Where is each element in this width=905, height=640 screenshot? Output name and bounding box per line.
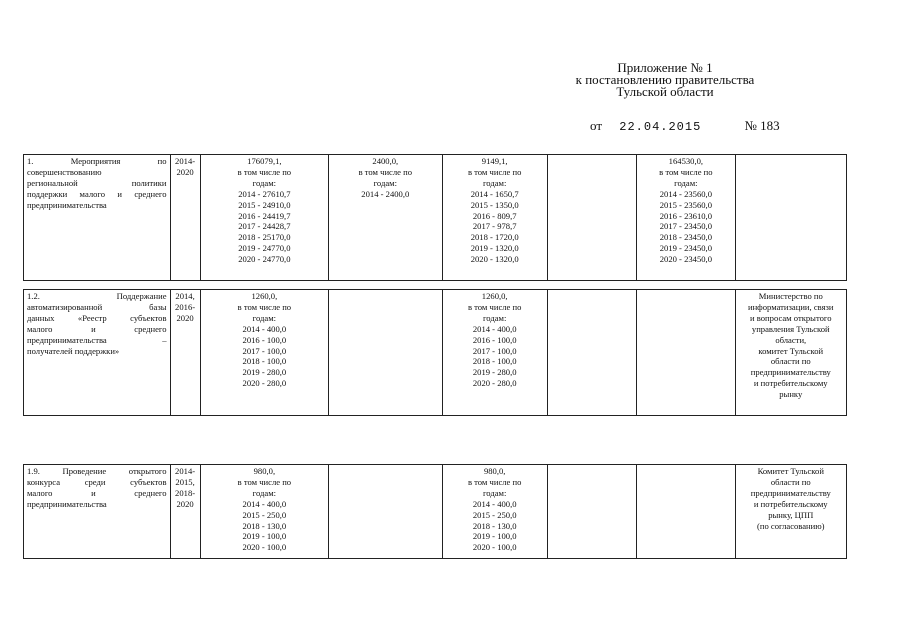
name-line: совершенствованию	[27, 166, 102, 177]
decree-date: 22.04.2015	[619, 120, 702, 134]
regional-line: 2018 - 130,0	[472, 520, 517, 531]
total-line: 2016 - 100,0	[242, 334, 287, 345]
regional-line: 9149,1,	[481, 156, 508, 166]
executor-line: и потребительскому	[753, 378, 828, 389]
extra-budget-cell	[637, 465, 735, 559]
years-line: 2014,	[175, 291, 195, 301]
regional-line: 2018 - 100,0	[472, 356, 517, 367]
total-line: годам:	[252, 487, 277, 498]
years-line: 2014-	[175, 156, 196, 166]
executor-line: информатизации, связи	[747, 301, 834, 312]
federal-cell	[329, 155, 442, 281]
extra-budget-cell	[637, 155, 735, 281]
regional-line: годам:	[483, 177, 507, 188]
regional-line: 2018 - 1720,0	[470, 232, 519, 243]
executor-line: Комитет Тульской	[757, 466, 824, 476]
executor-line: предпринимательству	[750, 487, 831, 498]
federal-line: 2014 - 2400,0	[361, 188, 410, 199]
name-line: 1. Мероприятия по	[27, 156, 167, 166]
executor-line: комитет Тульской	[758, 345, 824, 356]
extra-budget-cell	[637, 290, 735, 416]
extra-line: 2017 - 23450,0	[659, 221, 712, 232]
years-cell	[170, 290, 200, 416]
total-line: 2020 - 100,0	[242, 542, 287, 553]
extra-line: годам:	[674, 177, 698, 188]
total-line: 2019 - 100,0	[242, 531, 287, 542]
appendix-title: Приложение № 1	[617, 60, 713, 75]
regional-line: в том числе по	[467, 301, 522, 312]
executor-line: области по	[770, 356, 811, 367]
executor-line: управления Тульской	[751, 323, 830, 334]
total-line: 980,0,	[253, 466, 276, 476]
measure-table-2	[23, 289, 847, 416]
total-line: в том числе по	[237, 301, 292, 312]
total-line: 2018 - 100,0	[242, 356, 287, 367]
executor-line: рынку	[779, 389, 803, 400]
regional-line: 980,0,	[483, 466, 506, 476]
extra-line: 2015 - 23560,0	[659, 199, 712, 210]
table-row	[24, 155, 847, 281]
total-line: в том числе по	[237, 476, 292, 487]
extra-line: 2014 - 23560,0	[659, 188, 712, 199]
executor-cell	[735, 465, 846, 559]
years-line: 2014-	[175, 466, 196, 476]
regional-line: 2019 - 100,0	[472, 531, 517, 542]
years-line: 2020	[176, 498, 194, 509]
total-line: 176079,1,	[247, 156, 282, 166]
executor-line: и потребительскому	[753, 498, 828, 509]
local-cell	[547, 290, 636, 416]
total-line: 1260,0,	[251, 291, 278, 301]
total-line: 2017 - 100,0	[242, 345, 287, 356]
executor-line: предпринимательству	[750, 367, 831, 378]
total-line: 2018 - 25170,0	[238, 232, 291, 243]
name-line: данных «Реестр субъектов	[27, 312, 167, 323]
regional-line: 2020 - 100,0	[472, 542, 517, 553]
extra-line: 164530,0,	[668, 156, 704, 166]
table-row	[24, 290, 847, 416]
decree-dateline	[590, 118, 780, 134]
years-cell	[170, 465, 200, 559]
name-line: региональной политики	[27, 177, 167, 188]
federal-line: годам:	[373, 177, 397, 188]
measure-table-1	[23, 154, 847, 281]
total-cell	[200, 155, 328, 281]
name-line: получателей поддержки»	[27, 345, 120, 356]
regional-line: 2017 - 978,7	[472, 221, 517, 232]
total-cell	[200, 465, 328, 559]
regional-line: 2015 - 1350,0	[470, 199, 519, 210]
date-prefix: от	[590, 118, 603, 133]
regional-line: 2019 - 280,0	[472, 367, 517, 378]
total-line: 2014 - 27610,7	[238, 188, 291, 199]
regional-line: 1260,0,	[481, 291, 508, 301]
extra-line: 2020 - 23450,0	[659, 254, 712, 265]
federal-line: 2400,0,	[372, 156, 399, 166]
years-line: 2018-	[175, 487, 196, 498]
local-cell	[547, 155, 636, 281]
total-line: 2019 - 24770,0	[238, 243, 291, 254]
total-line: в том числе по	[237, 166, 292, 177]
executor-cell	[735, 155, 846, 281]
appendix-header	[535, 62, 795, 98]
years-line: 2016-	[175, 301, 196, 312]
total-line: 2015 - 250,0	[242, 509, 287, 520]
total-line: годам:	[252, 312, 277, 323]
regional-line: 2014 - 400,0	[472, 323, 517, 334]
regional-line: 2014 - 400,0	[472, 498, 517, 509]
years-line: 2020	[176, 312, 194, 323]
regional-line: 2014 - 1650,7	[470, 188, 519, 199]
measure-name-cell	[24, 155, 171, 281]
years-line: 2020	[176, 166, 194, 177]
regional-cell	[442, 290, 547, 416]
regional-line: 2019 - 1320,0	[470, 243, 519, 254]
executor-line: области по	[770, 476, 811, 487]
total-line: 2014 - 400,0	[242, 323, 287, 334]
total-line: 2014 - 400,0	[242, 498, 287, 509]
regional-cell	[442, 465, 547, 559]
regional-line: 2020 - 280,0	[472, 378, 517, 389]
name-line: автоматизированной базы	[27, 301, 167, 312]
decree-number: № 183	[744, 118, 780, 133]
name-line: поддержки малого и среднего	[27, 188, 167, 199]
years-cell	[170, 155, 200, 281]
executor-line: (по согласованию)	[756, 520, 825, 531]
name-line: малого и среднего	[27, 323, 167, 334]
table-row	[24, 465, 847, 559]
regional-line: 2016 - 809,7	[472, 210, 517, 221]
federal-cell	[329, 290, 442, 416]
regional-line: 2015 - 250,0	[472, 509, 517, 520]
measure-name-cell	[24, 465, 171, 559]
total-line: годам:	[252, 177, 277, 188]
total-line: 2019 - 280,0	[242, 367, 287, 378]
executor-line: и вопросам открытого	[750, 312, 832, 323]
total-line: 2020 - 24770,0	[238, 254, 291, 265]
name-line: предпринимательства	[27, 498, 107, 509]
regional-line: 2017 - 100,0	[472, 345, 517, 356]
total-line: 2017 - 24428,7	[238, 221, 291, 232]
local-cell	[547, 465, 636, 559]
name-line: предпринимательства	[27, 199, 107, 210]
name-line: малого и среднего	[27, 487, 167, 498]
total-line: 2018 - 130,0	[242, 520, 287, 531]
name-line: 1.9. Проведение открытого	[27, 466, 167, 476]
regional-line: годам:	[483, 312, 507, 323]
total-line: 2015 - 24910,0	[238, 199, 291, 210]
total-cell	[200, 290, 328, 416]
regional-cell	[442, 155, 547, 281]
extra-line: в том числе по	[659, 166, 713, 177]
executor-line: Министерство по	[758, 291, 823, 301]
name-line: конкурса среди субъектов	[27, 476, 167, 487]
name-line: 1.2. Поддержание	[27, 291, 167, 301]
name-line: предпринимательства –	[27, 334, 167, 345]
extra-line: 2016 - 23610,0	[659, 210, 712, 221]
regional-line: 2020 - 1320,0	[470, 254, 519, 265]
total-line: 2020 - 280,0	[242, 378, 287, 389]
federal-cell	[329, 465, 442, 559]
measure-table-3	[23, 464, 847, 559]
regional-line: 2016 - 100,0	[472, 334, 517, 345]
regional-line: в том числе по	[467, 476, 522, 487]
years-line: 2015,	[175, 476, 195, 487]
federal-line: в том числе по	[358, 166, 413, 177]
executor-line: рынку, ЦПП	[768, 509, 814, 520]
regional-line: годам:	[483, 487, 507, 498]
extra-line: 2018 - 23450,0	[659, 232, 712, 243]
extra-line: 2019 - 23450,0	[659, 243, 712, 254]
appendix-subtitle-1: к постановлению правительства	[575, 72, 755, 87]
executor-line: области,	[775, 334, 807, 345]
appendix-subtitle-2: Тульской области	[616, 84, 714, 99]
measure-name-cell	[24, 290, 171, 416]
total-line: 2016 - 24419,7	[238, 210, 291, 221]
regional-line: в том числе по	[467, 166, 522, 177]
executor-cell	[735, 290, 846, 416]
